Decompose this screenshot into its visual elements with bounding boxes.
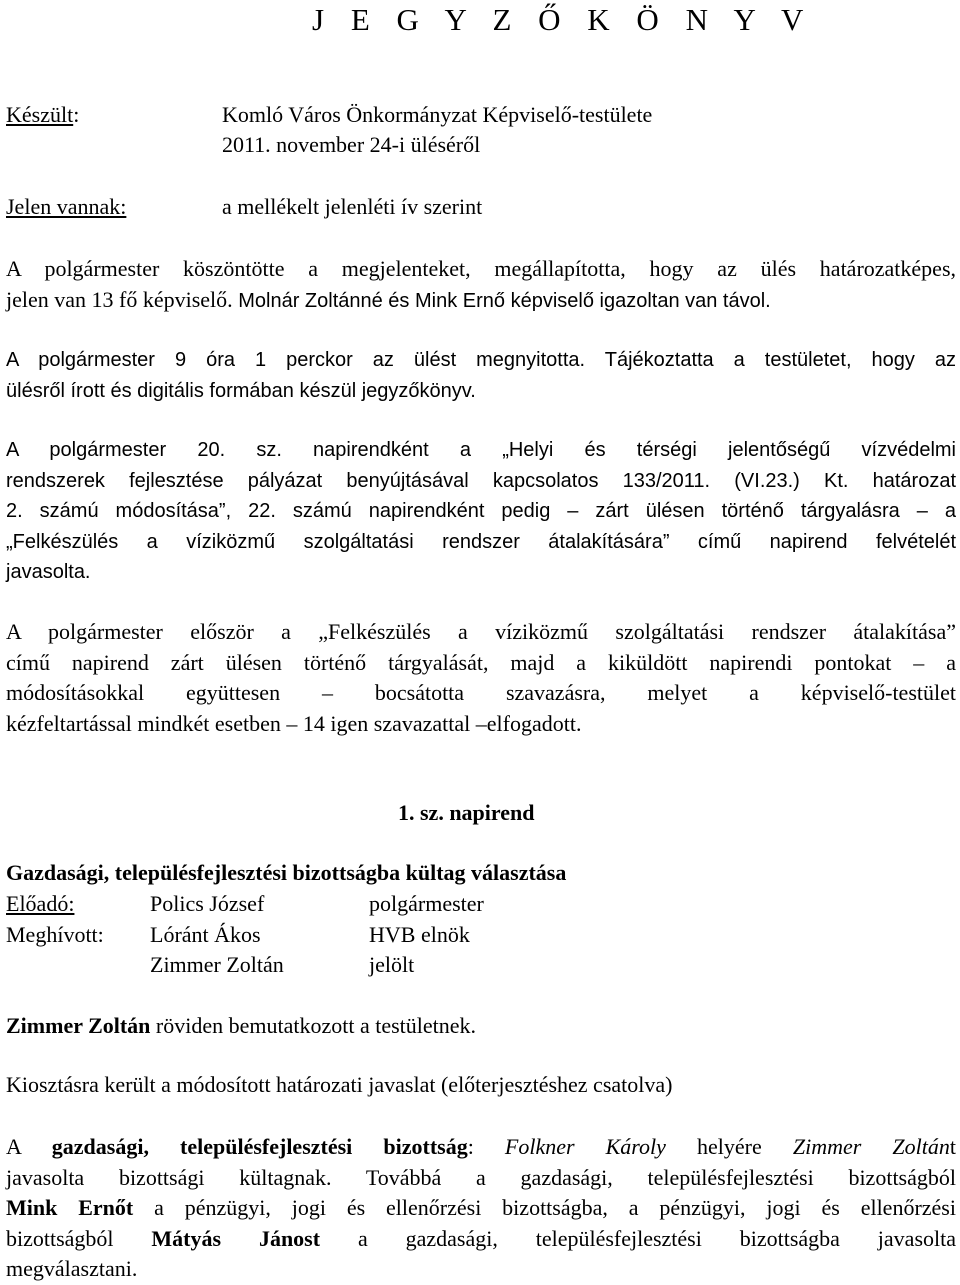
paragraph-line: Mink Ernőt a pénzügyi, jogi és ellenőrzési bizottságba, a pénzügyi, jogi és ellenőrzési (6, 1195, 956, 1220)
paragraph-agenda-proposal (6, 435, 956, 588)
person-name: Polics József (150, 891, 265, 916)
jelen-label: Jelen vannak: (6, 194, 127, 219)
paragraph-line: A gazdasági, településfejlesztési bizottság: Folkner Károly helyére Zimmer Zoltánt (6, 1134, 956, 1159)
role-presenter: Előadó: (6, 891, 75, 916)
paragraph-line: megválasztani. (6, 1256, 138, 1281)
person-title: polgármester (369, 891, 484, 916)
person-name: Lóránt Ákos (150, 922, 261, 947)
document-title: J E G Y Z Ő K Ö N Y V (312, 2, 813, 37)
person-name: Zimmer Zoltán (150, 952, 284, 977)
paragraph-distributed: Kiosztásra került a módosított határozati javaslat (előterjesztéshez csatolva) (6, 1072, 673, 1097)
paragraph-opening (6, 254, 956, 315)
paragraph-line: ülésről írott és digitális formában készül jegyzőkönyv. (6, 379, 476, 402)
jelen-value: a mellékelt jelenléti ív szerint (222, 194, 483, 219)
role-invited: Meghívott: (6, 922, 104, 947)
paragraph-line: kézfeltartással mindkét esetben – 14 igen szavazattal –elfogadott. (6, 710, 582, 736)
section-title: Gazdasági, településfejlesztési bizottságba kültag választása (6, 860, 567, 885)
paragraph-line: javasolta bizottsági kültagnak. Továbbá a gazdasági, településfejlesztési bizottságból (6, 1164, 956, 1190)
person-title: HVB elnök (369, 922, 470, 947)
paragraph-line: módosításokkal együttesen – bocsátotta szavazásra, melyet a képviselő-testület (6, 680, 956, 705)
paragraph-line: című napirend zárt ülésen történő tárgyalását, majd a kiküldött napirendi pontokat – a (6, 649, 956, 675)
keszult-line-2: 2011. november 24-i üléséről (222, 132, 481, 157)
paragraph-introduction: Zimmer Zoltán röviden bemutatkozott a testületnek. (6, 1013, 477, 1038)
agenda-heading: 1. sz. napirend (398, 800, 535, 825)
paragraph-line: 2. számú módosítása”, 22. számú napirendként pedig – zárt ülésen történő tárgyalásra – a (6, 500, 956, 522)
paragraph-line: A polgármester 9 óra 1 perckor az ülést megnyitotta. Tájékoztatta a testületet, hogy az (6, 349, 956, 371)
paragraph-line: „Felkészülés a víziközmű szolgáltatási rendszer átalakítására” című napirend felvételét (6, 530, 956, 553)
paragraph-meeting-open (6, 345, 956, 406)
keszult-line-1: Komló Város Önkormányzat Képviselő-testülete (222, 102, 653, 127)
paragraph-line: A polgármester először a „Felkészülés a víziközmű szolgáltatási rendszer átalakítása” (6, 619, 956, 644)
keszult-label: Készült: (6, 102, 80, 127)
paragraph-line: A polgármester köszöntötte a megjelenteket, megállapította, hogy az ülés határozatképes, (6, 256, 956, 281)
paragraph-line: javasolta. (6, 561, 91, 583)
paragraph-committee-proposal (6, 1132, 956, 1285)
paragraph-line: jelen van 13 fő képviselő. Molnár Zoltánné és Mink Ernő képviselő igazoltan van távol. (6, 286, 771, 312)
paragraph-line: rendszerek fejlesztése pályázat benyújtásával kapcsolatos 133/2011. (VI.23.) Kt. határozat (6, 469, 956, 492)
paragraph-line: bizottságból Mátyás Jánost a gazdasági, településfejlesztési bizottságba javasolta (6, 1225, 956, 1251)
paragraph-vote (6, 617, 956, 739)
paragraph-line: A polgármester 20. sz. napirendként a „Helyi és térségi jelentőségű vízvédelmi (6, 439, 956, 461)
person-title: jelölt (369, 952, 415, 977)
